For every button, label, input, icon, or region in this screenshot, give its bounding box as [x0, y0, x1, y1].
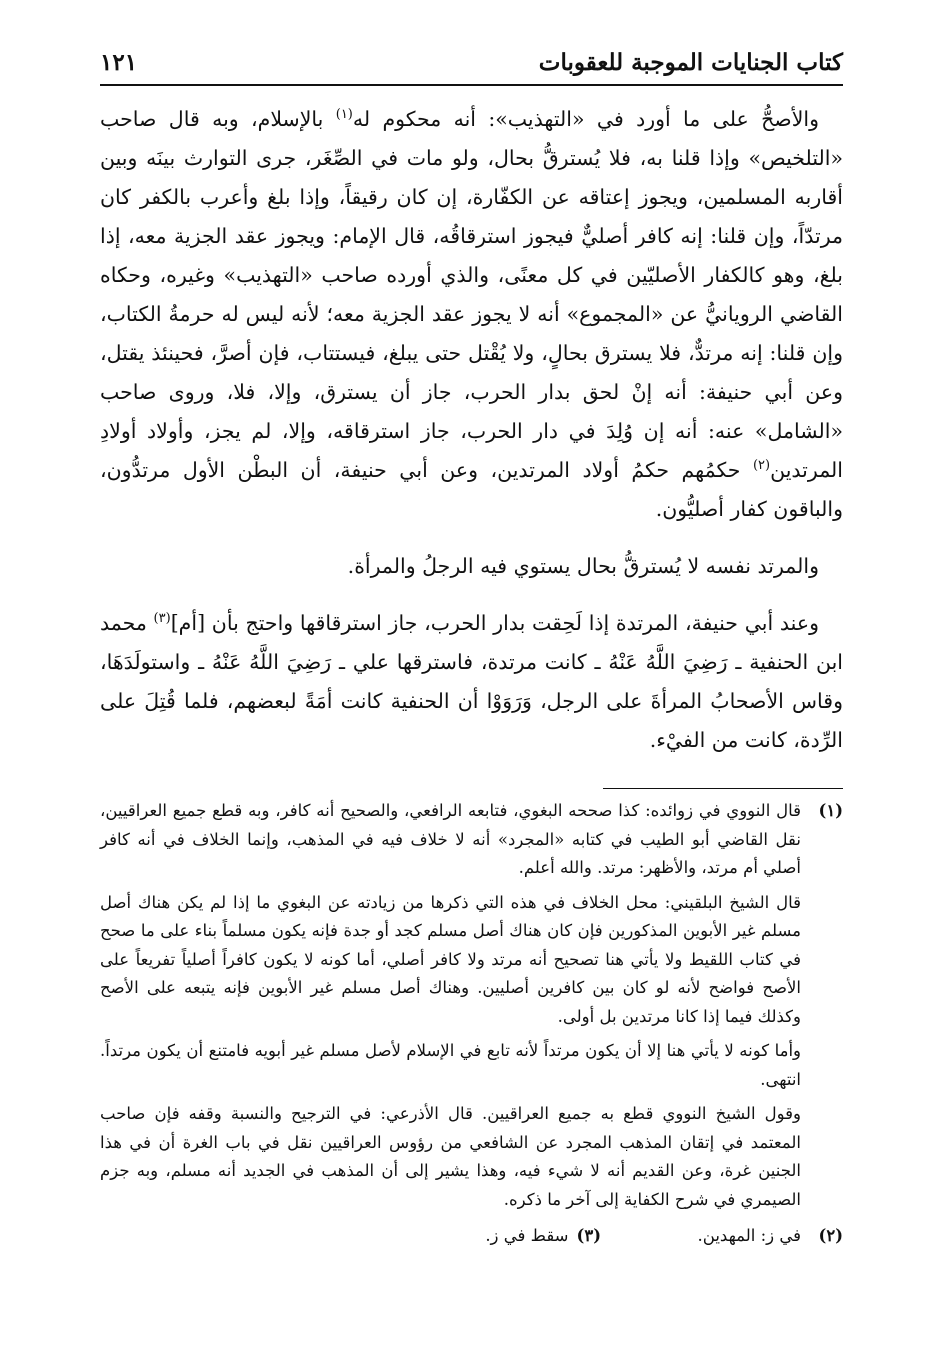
footnotes	[100, 797, 843, 1251]
footnotes-2-3	[100, 1222, 843, 1251]
paragraph-1-part-c: حكمُهم حكمُ أولاد المرتدين، وعن أبي حنيفة، أن البطْن الأول مرتدُّون، والباقون كفار أصليُّون.	[100, 458, 843, 521]
chapter-title: كتاب الجنايات الموجبة للعقوبات	[538, 48, 843, 76]
footnote-1	[100, 797, 843, 1214]
footnote-2-text: في ز: المهدين.	[697, 1226, 801, 1245]
footnote-ref-1: (١)	[335, 107, 353, 123]
page-number: ١٢١	[100, 48, 138, 76]
footnote-separator	[603, 788, 843, 789]
footnote-1-para-2: قال الشيخ البلقيني: محل الخلاف في هذه التي ذكرها من زيادته عن البغوي ما إذا لم يكن هناك أصل مسلم غير الأبوين المذكورين فإن كان هناك أصل مسلم كجد أو جدة فإنه يكون مسلماً بناء على ما صحح في كتاب اللقيط ولا يأتي هنا تصحيح أنه مرتد ولا كافر أصلي، أما كونه لا يكون كافراً أصلياً تفريعاً على الأصح فواضح لأنه لو كان بين كافرين أصليين. وهناك أصل مسلم غير الأبوين فإنه يتبعه على الأصح وكذلك فيما إذا كانا مرتدين بل أولى.	[100, 892, 801, 1026]
paragraph-1-part-b: بالإسلام، وبه قال صاحب «التلخيص» وإذا قلنا به، فلا يُسترقُّ بحال، ولو مات في الصِّغَر، جرى التوارث بينَه وبين أقاربه المسلمين، ويجوز إعتاقه عن الكفّارة، إن كان رقيقاً، وإذا بلغ وأعرب بالكفر كان مرتدّاً، وإن قلنا: إنه كافر أصليٌّ فيجوز استرقاقُه، قال الإمام: ويجوز عقد الجزية معه، إذا بلغ، وهو كالكفار الأصليّين في كل معنًى، والذي أورده صاحب «التهذيب» وغيره، وحكاه القاضي الرويانيُّ عن «المجموع» أنه لا يجوز عقد الجزية معه؛ لأنه ليس له حرمةُ الكتاب، وإن قلنا: إنه مرتدٌّ، فلا يسترق بحالٍ، ولا يُقْتل حتى يبلغ، فيستتاب، فإن أصرَّ، فحينئذ يقتل، وعن أبي حنيفة: أنه إنْ لحق بدار الحرب، جاز أن يسترق، وإلا، فلا، وروى صاحب «الشامل» عنه: أنه إن وُلِدَ في دار الحرب، جاز استرقاقه، وإلا، لم يجز، وأولاد أولادِ المرتدين	[100, 107, 843, 482]
paragraph-1-part-a: والأصحُّ على ما أورد في «التهذيب»: أنه محكوم له	[352, 107, 819, 131]
paragraph-3-part-b: محمد ابن الحنفية ـ رَضِيَ اللَّهُ عَنْهُ ـ كانت مرتدة، فاسترقها علي ـ رَضِيَ اللَّهُ عَنْهُ ـ واستولَدَهَا، وقاس الأصحابُ المرأةَ على الرجل، وَرَوَوْا أن الحنفية كانت أمَةً لبعضهم، فلما قُتِلَ على الرِّدة، كانت من الفيْء.	[100, 611, 843, 752]
paragraph-3-part-a: وعند أبي حنيفة، المرتدة إذا لَحِقت بدار الحرب، جاز استرقاقها واحتج بأن [أم]	[170, 611, 819, 635]
footnote-row	[100, 1222, 843, 1251]
footnote-1-number: (١)	[818, 801, 843, 820]
paragraph-2: والمرتد نفسه لا يُسترقُّ بحال يستوي فيه الرجلُ والمرأة.	[347, 554, 819, 578]
footnote-1-para-3: وأما كونه لا يأتي هنا إلا أن يكون مرتداً لأنه تابع في الإسلام لأصل مسلم غير أبويه فامتنع أن يكون مرتداً. انتهى.	[100, 1041, 801, 1089]
paragraph-3	[100, 604, 843, 760]
footnote-ref-3: (٣)	[153, 611, 171, 627]
paragraph-1	[100, 100, 843, 529]
footnote-3-number: (٣)	[576, 1226, 601, 1245]
footnote-1-text	[100, 797, 801, 1214]
footnote-2-number: (٢)	[818, 1226, 843, 1245]
footnote-1-para-1: قال النووي في زوائده: كذا صححه البغوي، فتابعه الرافعي، والصحيح أنه كافر، وبه قطع جميع العراقيين، نقل القاضي أبو الطيب في كتابه «المجرد» أنه لا خلاف فيه في المذهب، وإنما الخلاف في أنه كافر أصلي أم مرتد، والأظهر: مرتد. والله أعلم.	[100, 801, 801, 877]
running-header	[100, 40, 843, 86]
main-text	[100, 100, 843, 760]
footnote-3-text: سقط في ز.	[485, 1226, 569, 1245]
footnote-ref-2: (٢)	[752, 458, 771, 474]
footnote-1-para-4: وقول الشيخ النووي قطع به جميع العراقيين. قال الأذرعي: في الترجيح والنسبة وقفه فإن صاحب المعتمد في إتقان المذهب المجرد عن الشافعي من رؤوس العراقيين نقل في باب الغرة أن في هذا الجنين غرة، وعن القديم أنه لا شيء فيه، وهذا يشير إلى أن المذهب في الجديد أنه مسلم، وبه جزم الصيمري في شرح الكفاية إلى آخر ما ذكره.	[100, 1104, 801, 1209]
